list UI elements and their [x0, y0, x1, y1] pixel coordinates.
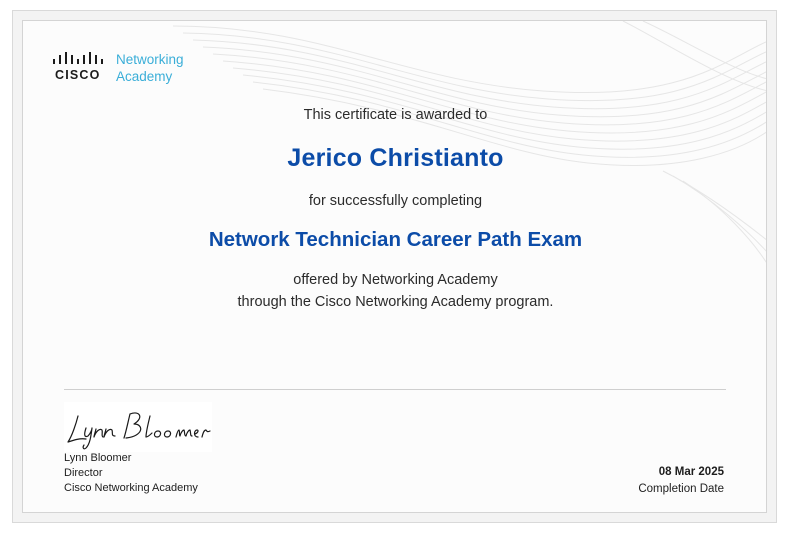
networking-academy-line1: Networking — [116, 52, 184, 67]
offered-by-text — [23, 269, 767, 313]
signature-divider — [64, 389, 726, 390]
signatory-details — [64, 451, 198, 496]
networking-academy-line2: Academy — [116, 68, 173, 84]
completion-date-label: Completion Date — [638, 483, 724, 495]
awarded-to-text: This certificate is awarded to — [303, 107, 488, 123]
offered-line-2: through the Cisco Networking Academy program. — [237, 294, 554, 310]
certificate — [22, 20, 767, 513]
completing-text: for successfully completing — [308, 193, 483, 209]
cisco-bridge-bars-icon — [51, 51, 111, 67]
handwritten-signature — [64, 402, 212, 452]
offered-line-1: offered by Networking Academy — [293, 272, 498, 288]
cisco-wordmark: CISCO — [55, 68, 101, 82]
signatory-name: Lynn Bloomer — [64, 452, 132, 464]
networking-academy-wordmark — [116, 52, 184, 85]
completion-date: 08 Mar 2025 — [658, 466, 724, 478]
recipient-name: Jerico Christianto — [287, 144, 504, 172]
signatory-title: Director — [64, 467, 103, 479]
signatory-organization: Cisco Networking Academy — [64, 482, 198, 494]
course-title: Network Technician Career Path Exam — [208, 228, 583, 251]
completion-date-block — [638, 464, 724, 498]
